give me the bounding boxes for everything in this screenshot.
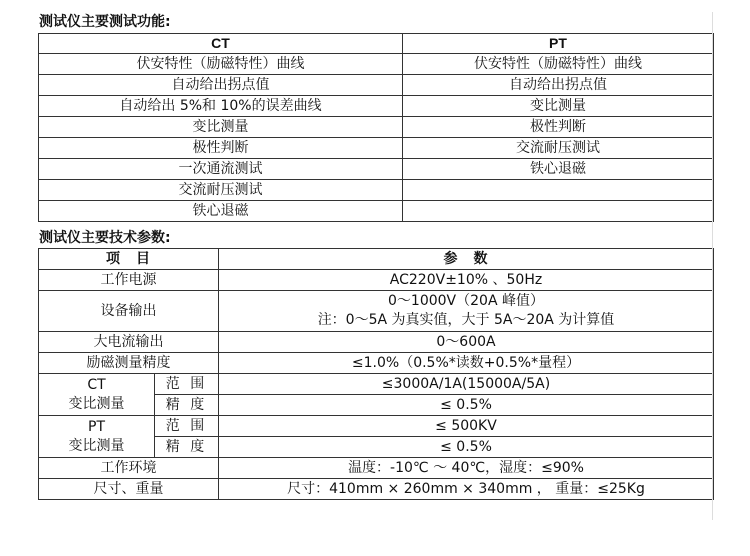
table-row — [39, 201, 714, 222]
ct-accuracy-value: ≤ 0.5% — [219, 395, 714, 416]
ct-function-cell: 一次通流测试 — [39, 159, 403, 180]
ct-ratio-label — [39, 374, 155, 416]
ct-function-cell: 变比测量 — [39, 117, 403, 138]
output-value — [219, 291, 714, 332]
pt-range-label: 范 围 — [155, 416, 219, 437]
functions-section-title: 测试仪主要测试功能: — [39, 14, 171, 30]
pt-function-cell: 变比测量 — [403, 96, 714, 117]
environment-value: 温度：-10℃ ～ 40℃，湿度：≤90% — [219, 458, 714, 479]
ct-function-cell: 极性判断 — [39, 138, 403, 159]
specs-section-title: 测试仪主要技术参数: — [39, 230, 171, 246]
power-label: 工作电源 — [39, 270, 219, 291]
param-column-header: 参 数 — [219, 249, 714, 270]
excitation-value: ≤1.0%（0.5%*读数+0.5%*量程） — [219, 353, 714, 374]
ct-range-label: 范 围 — [155, 374, 219, 395]
table-row — [39, 54, 714, 75]
excitation-label: 励磁测量精度 — [39, 353, 219, 374]
pt-accuracy-label: 精 度 — [155, 437, 219, 458]
specs-header-row — [39, 249, 714, 270]
pt-function-cell: 交流耐压测试 — [403, 138, 714, 159]
ct-label-line-1: CT — [87, 376, 106, 393]
table-row — [39, 117, 714, 138]
table-row — [39, 75, 714, 96]
environment-label: 工作环境 — [39, 458, 219, 479]
functions-header-row — [39, 34, 714, 54]
ct-accuracy-label: 精 度 — [155, 395, 219, 416]
pt-label-line-2: 变比测量 — [68, 437, 125, 454]
table-row — [39, 479, 714, 500]
pt-range-value: ≤ 500KV — [219, 416, 714, 437]
current-label: 大电流输出 — [39, 332, 219, 353]
table-row — [39, 180, 714, 201]
ct-function-cell: 交流耐压测试 — [39, 180, 403, 201]
ct-label-line-2: 变比测量 — [68, 395, 125, 412]
power-value: AC220V±10% 、50Hz — [219, 270, 714, 291]
pt-function-cell — [403, 180, 714, 201]
table-row — [39, 96, 714, 117]
pt-function-cell: 自动给出拐点值 — [403, 75, 714, 96]
size-weight-value: 尺寸：410mm × 260mm × 340mm ， 重量：≤25Kg — [219, 479, 714, 500]
pt-function-cell: 铁心退磁 — [403, 159, 714, 180]
table-row — [39, 138, 714, 159]
size-weight-label: 尺寸、重量 — [39, 479, 219, 500]
pt-label-line-1: PT — [88, 418, 105, 435]
current-value: 0～600A — [219, 332, 714, 353]
pt-ratio-label — [39, 416, 155, 458]
ct-function-cell: 伏安特性（励磁特性）曲线 — [39, 54, 403, 75]
table-row — [39, 291, 714, 332]
table-row — [39, 159, 714, 180]
table-row — [39, 353, 714, 374]
output-value-line-1: 0～1000V（20A 峰值） — [388, 293, 544, 309]
table-row — [39, 332, 714, 353]
functions-table — [38, 33, 714, 222]
output-label: 设备输出 — [39, 291, 219, 332]
specs-table — [38, 248, 714, 500]
pt-column-header: PT — [403, 34, 714, 54]
ct-column-header: CT — [39, 34, 403, 54]
page-edge-divider — [712, 12, 713, 520]
pt-function-cell: 极性判断 — [403, 117, 714, 138]
table-row — [39, 458, 714, 479]
table-row — [39, 374, 714, 395]
ct-function-cell: 铁心退磁 — [39, 201, 403, 222]
pt-function-cell: 伏安特性（励磁特性）曲线 — [403, 54, 714, 75]
pt-function-cell — [403, 201, 714, 222]
pt-accuracy-value: ≤ 0.5% — [219, 437, 714, 458]
table-row — [39, 416, 714, 437]
ct-range-value: ≤3000A/1A(15000A/5A) — [219, 374, 714, 395]
output-value-line-2: 注：0～5A 为真实值，大于 5A～20A 为计算值 — [317, 312, 615, 328]
item-column-header: 项 目 — [39, 249, 219, 270]
ct-function-cell: 自动给出 5%和 10%的误差曲线 — [39, 96, 403, 117]
ct-function-cell: 自动给出拐点值 — [39, 75, 403, 96]
table-row — [39, 270, 714, 291]
